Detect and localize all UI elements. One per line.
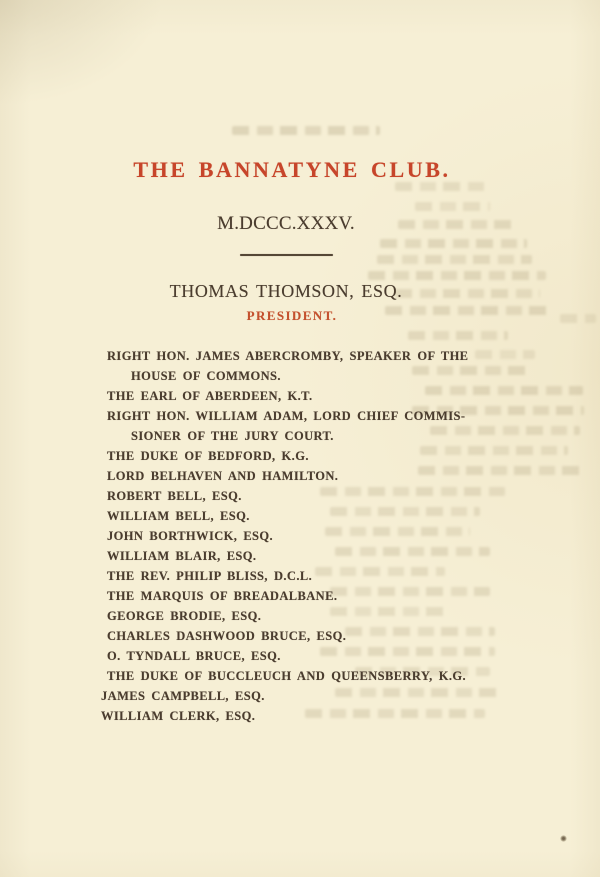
list-item: JAMES CAMPBELL, ESQ.	[101, 689, 265, 703]
list-item: O. TYNDALL BRUCE, ESQ.	[107, 649, 281, 663]
list-item: RIGHT HON. JAMES ABERCROMBY, SPEAKER OF THE	[107, 349, 469, 363]
list-item-continuation: SIONER OF THE JURY COURT.	[131, 429, 334, 443]
ink-speck	[560, 835, 567, 842]
list-item-continuation: HOUSE OF COMMONS.	[131, 369, 281, 383]
list-item: THE DUKE OF BUCCLEUCH AND QUEENSBERRY, K.G.	[107, 669, 467, 683]
show-through-line	[415, 202, 490, 211]
list-item: JOHN BORTHWICK, ESQ.	[107, 529, 274, 543]
show-through-line	[232, 126, 380, 135]
list-item: WILLIAM BLAIR, ESQ.	[107, 549, 257, 563]
show-through-line	[380, 239, 527, 248]
member-list	[101, 346, 587, 726]
page-title: THE BANNATYNE CLUB.	[133, 157, 451, 182]
president-label: PRESIDENT.	[246, 308, 338, 323]
show-through-line	[368, 271, 546, 280]
divider-rule	[240, 254, 333, 256]
list-item: THE MARQUIS OF BREADALBANE.	[107, 589, 338, 603]
list-item: GEORGE BRODIE, ESQ.	[107, 609, 262, 623]
list-item: CHARLES DASHWOOD BRUCE, ESQ.	[107, 629, 347, 643]
year-roman-numeral: M.DCCC.XXXV.	[217, 213, 355, 234]
list-item: LORD BELHAVEN AND HAMILTON.	[107, 469, 339, 483]
list-item: THE DUKE OF BEDFORD, K.G.	[107, 449, 309, 463]
list-item: WILLIAM BELL, ESQ.	[107, 509, 250, 523]
show-through-line	[408, 331, 508, 340]
list-item: THE REV. PHILIP BLISS, D.C.L.	[107, 569, 313, 583]
show-through-line	[395, 182, 485, 191]
show-through-line	[377, 255, 532, 264]
list-item: ROBERT BELL, ESQ.	[107, 489, 242, 503]
list-item: THE EARL OF ABERDEEN, K.T.	[107, 389, 313, 403]
list-item: WILLIAM CLERK, ESQ.	[101, 709, 256, 723]
president-name: THOMAS THOMSON, ESQ.	[169, 281, 403, 301]
list-item: RIGHT HON. WILLIAM ADAM, LORD CHIEF COMMIS-	[107, 409, 466, 423]
